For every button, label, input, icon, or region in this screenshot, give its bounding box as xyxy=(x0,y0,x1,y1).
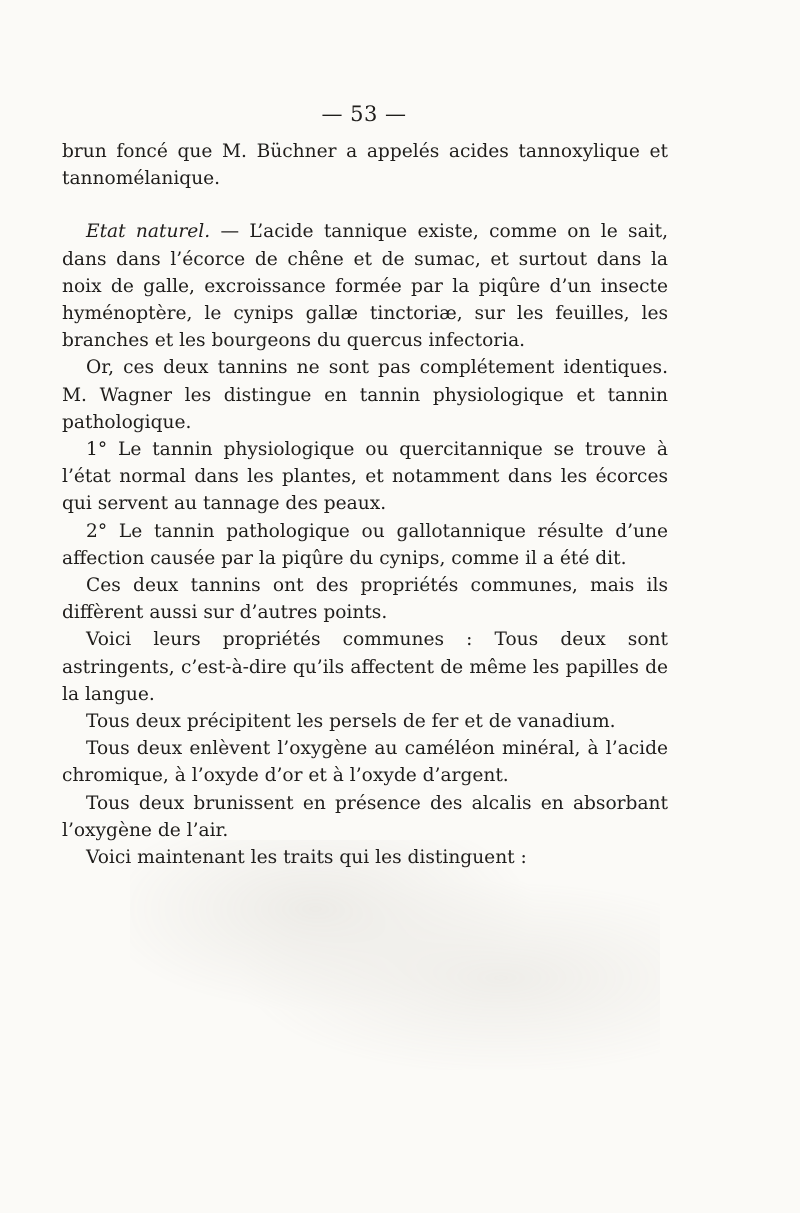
paragraph-astringent: Voici leurs propriétés communes : Tous deux sont astringents, c’est-à-dire qu’ils affectent de même les papilles de la langue. xyxy=(62,629,668,705)
paragraph-etat-naturel-text: L’acide tannique existe, comme on le sait, dans dans l’écorce de chêne et de sumac, et surtout dans la noix de galle, excroissance formée par la piqûre d’un insecte hyménoptère, le cynips gallæ tinctoriæ, sur les feuilles, les branches et les bourgeons du quercus infectoria. xyxy=(62,221,668,352)
paragraph-alkali: Tous deux brunissent en présence des alcalis en absorbant l’oxygène de l’air. xyxy=(62,792,668,841)
paragraph-two-tannins: Or, ces deux tannins ne sont pas complétement identiques. M. Wagner les distingue en tannin physiologique et tannin pathologique. xyxy=(62,357,668,433)
show-through-stain xyxy=(130,840,660,1070)
paragraph-etat-naturel xyxy=(62,218,668,354)
paragraph-common-differ: Ces deux tannins ont des propriétés communes, mais ils diffèrent aussi sur d’autres points. xyxy=(62,575,668,624)
paragraph-oxygen: Tous deux enlèvent l’oxygène au caméléon minéral, à l’acide chromique, à l’oxyde d’or et à l’oxyde d’argent. xyxy=(62,738,668,787)
paragraph-precipitate: Tous deux précipitent les persels de fer et de vanadium. xyxy=(86,711,616,733)
paragraph-pathological: 2° Le tannin pathologique ou gallotannique résulte d’une affection causée par la piqûre du cynips, comme il a été dit. xyxy=(62,520,668,569)
page-number: — 53 — xyxy=(321,102,407,126)
paragraph-physiological: 1° Le tannin physiologique ou quercitannique se trouve à l’état normal dans les plantes, et notamment dans les écorces qui servent au tannage des peaux. xyxy=(62,439,668,515)
text-body xyxy=(62,138,668,871)
heading-dash: — xyxy=(210,221,250,243)
paragraph-continuation: brun foncé que M. Büchner a appelés acides tannoxylique et tannomélanique. xyxy=(62,141,668,190)
section-heading: Etat naturel. xyxy=(86,221,211,243)
paragraph-distinguish: Voici maintenant les traits qui les distinguent : xyxy=(86,847,527,869)
